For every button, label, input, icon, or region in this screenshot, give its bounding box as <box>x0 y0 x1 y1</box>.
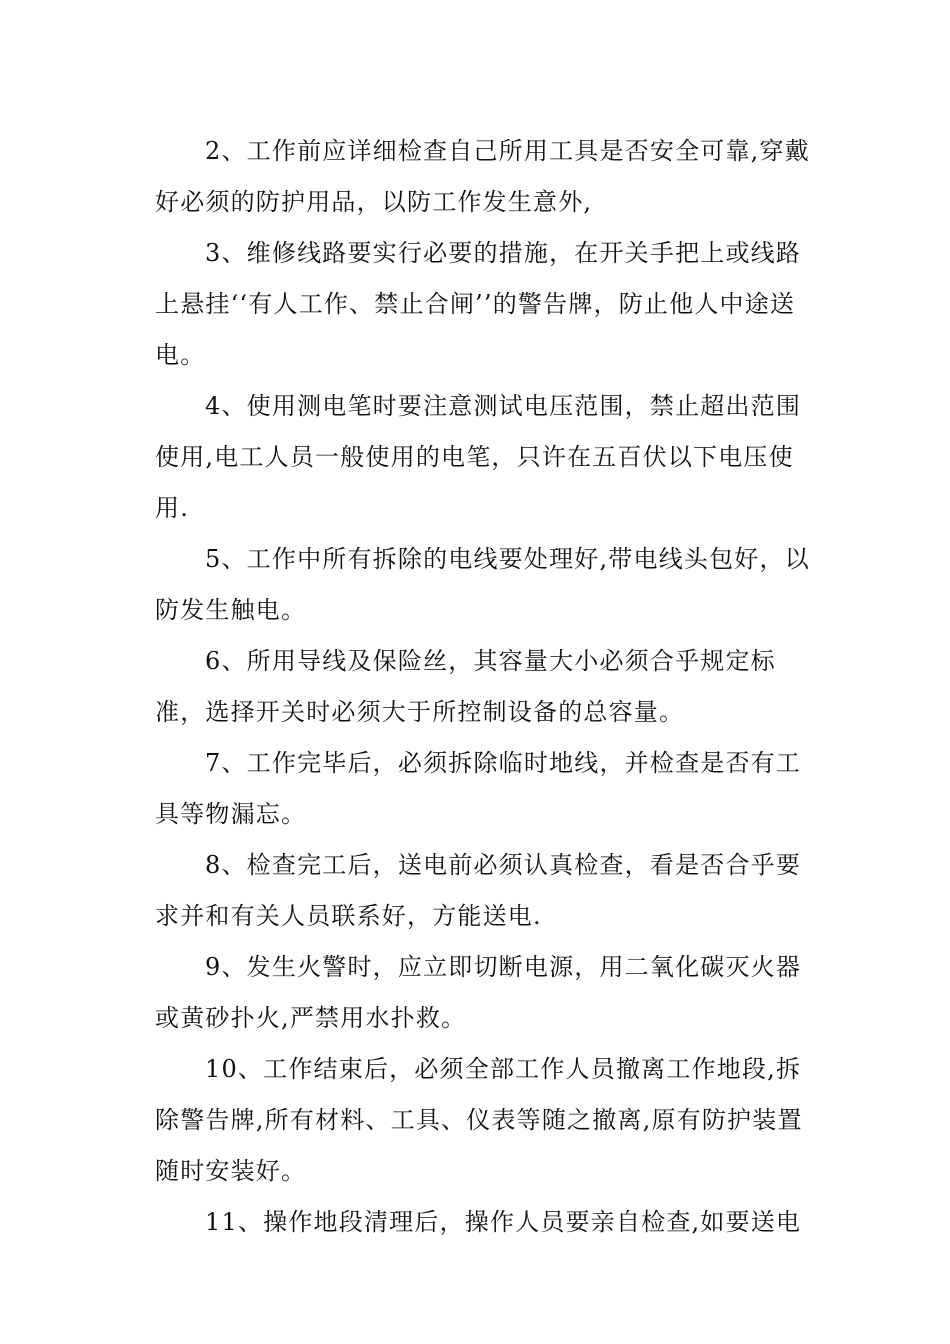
paragraph-item-6: 6、所用导线及保险丝，其容量大小必须合乎规定标准，选择开关时必须大于所控制设备的总容量。 <box>155 647 776 726</box>
paragraph-item-5: 5、工作中所有拆除的电线要处理好,带电线头包好，以防发生触电。 <box>155 545 810 624</box>
paragraph-item-11: 11、操作地段清理后，操作人员要亲自检查,如要送电 <box>205 1208 802 1236</box>
paragraph-item-7: 7、工作完毕后，必须拆除临时地线，并检查是否有工具等物漏忘。 <box>155 749 802 828</box>
paragraph-item-9: 9、发生火警时，应立即切断电源，用二氧化碳灭火器或黄砂扑火,严禁用水扑救。 <box>155 953 802 1032</box>
paragraph-item-8: 8、检查完工后，送电前必须认真检查，看是否合乎要求并和有关人员联系好，方能送电. <box>155 851 802 930</box>
paragraph-item-4: 4、使用测电笔时要注意测试电压范围，禁止超出范围使用,电工人员一般使用的电笔，只许在五百伏以下电压使用. <box>155 392 802 522</box>
paragraph-item-2: 2、工作前应详细检查自己所用工具是否安全可靠,穿戴好必须的防护用品，以防工作发生意外, <box>155 137 810 216</box>
document-body <box>155 126 815 1248</box>
paragraph-item-10: 10、工作结束后，必须全部工作人员撤离工作地段,拆除警告牌,所有材料、工具、仪表等随之撤离,原有防护装置随时安装好。 <box>155 1055 803 1185</box>
paragraph-item-3: 3、维修线路要实行必要的措施，在开关手把上或线路上悬挂‘‘有人工作、禁止合闸’’的警告牌，防止他人中途送电。 <box>155 239 802 369</box>
